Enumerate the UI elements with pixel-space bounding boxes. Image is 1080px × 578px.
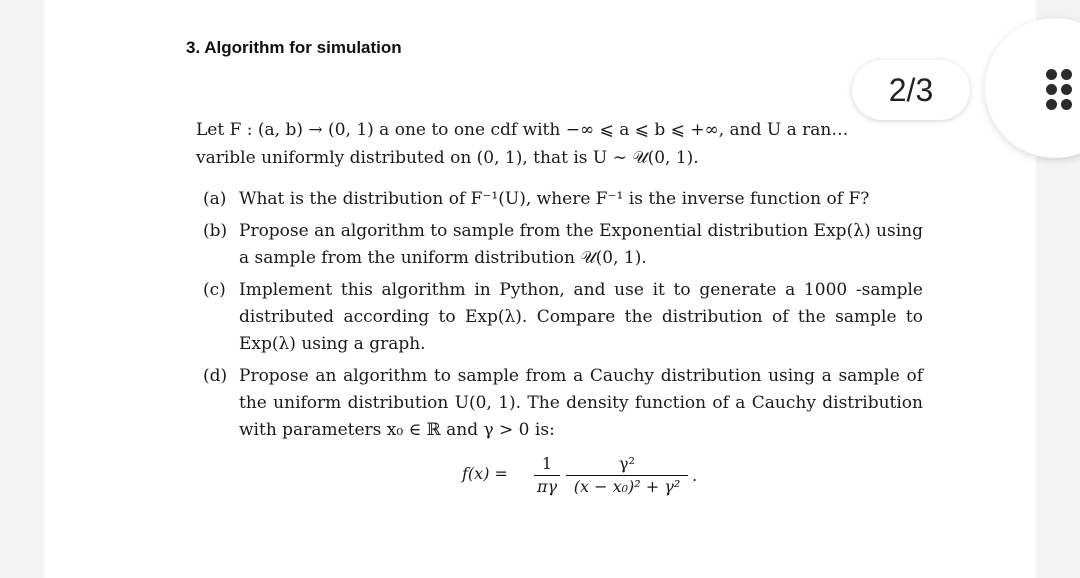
dot (1061, 99, 1072, 110)
question-text: Implement this algorithm in Python, and use it to generate a 1000 -sample distributed according to Exp(λ). Compare the distribution of the sample to Exp(λ) using a graph. (239, 280, 923, 354)
question-item-c (203, 277, 923, 358)
question-label: (b) (203, 221, 228, 241)
fraction-bar (534, 475, 560, 476)
question-item-a (203, 186, 923, 213)
more-options-icon[interactable] (1046, 69, 1076, 111)
fraction-bar (566, 475, 688, 476)
fraction-denominator: (x − x₀)² + γ² (573, 477, 681, 496)
question-list (203, 186, 923, 449)
formula-fraction-1 (534, 454, 560, 497)
question-label: (d) (203, 366, 228, 386)
question-text: Propose an algorithm to sample from a Cauchy distribution using a sample of the uniform distribution U(0, 1). The density function of a Cauchy distribution with parameters x₀ ∈ ℝ and γ > 0 is: (239, 366, 923, 440)
question-text: What is the distribution of F⁻¹(U), where F⁻¹ is the inverse function of F? (239, 189, 870, 209)
fraction-denominator: πγ (536, 477, 558, 496)
dot (1046, 69, 1057, 80)
page-indicator (852, 60, 970, 120)
question-label: (a) (203, 189, 227, 209)
question-item-b (203, 218, 923, 272)
formula-lhs: f(x) = (462, 464, 508, 483)
formula-fraction-2 (566, 454, 688, 497)
page-indicator-text: 2/3 (888, 71, 934, 108)
question-label: (c) (203, 280, 226, 300)
question-text: Propose an algorithm to sample from the Exponential distribution Exp(λ) using a sample from the uniform distribution 𝒰(0, 1). (239, 221, 923, 268)
formula-period: . (692, 466, 698, 485)
dot (1046, 99, 1057, 110)
intro-line-2: varible uniformly distributed on (0, 1), that is U ∼ 𝒰(0, 1). (196, 148, 699, 168)
intro-paragraph (196, 116, 936, 172)
dot (1046, 84, 1057, 95)
section-title: 3. Algorithm for simulation (186, 38, 402, 57)
dot (1061, 84, 1072, 95)
fraction-numerator: γ² (619, 454, 635, 473)
intro-line-1: Let F : (a, b) → (0, 1) a one to one cdf with −∞ ⩽ a ⩽ b ⩽ +∞, and U a ran… (196, 120, 849, 140)
fraction-numerator: 1 (541, 454, 553, 473)
question-item-d (203, 363, 923, 444)
dot (1061, 69, 1072, 80)
